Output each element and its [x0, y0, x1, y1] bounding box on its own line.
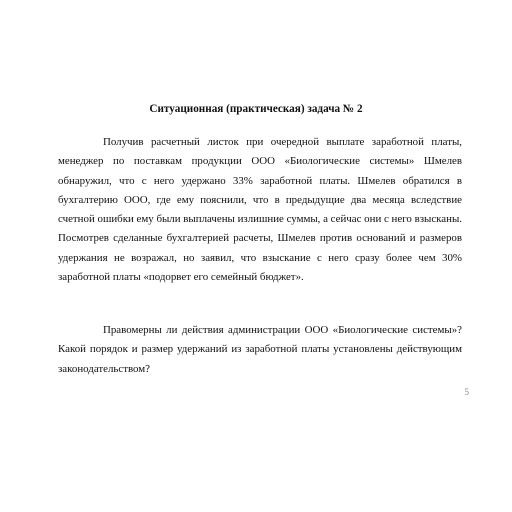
question-paragraph: Правомерны ли действия администрации ООО «Биологические системы»? Какой порядок и размер удержаний из заработной платы установлены действующим законодательством? — [58, 324, 462, 375]
task-title: Ситуационная (практическая) задача № 2 — [149, 103, 363, 115]
situation-paragraph: Получив расчетный листок при очередной выплате заработной платы, менеджер по поставкам продукции ООО «Биологические системы» Шмелев обнаружил, что с него удержано 33% заработной платы. Шмелев обратился в бухгалтерию ООО, где ему пояснили, что в предыдущие два месяца вследствие счетной ошибки ему были выплачены излишние суммы, а сейчас они с него взысканы. Посмотрев сделанные бухгалтерией расчеты, Шмелев против оснований и размеров удержания не возражал, но заявил, что взыскание с него сразу более чем 30% заработной платы «подорвет его семейный бюджет». — [58, 136, 462, 284]
page-number: 5 — [464, 387, 469, 397]
